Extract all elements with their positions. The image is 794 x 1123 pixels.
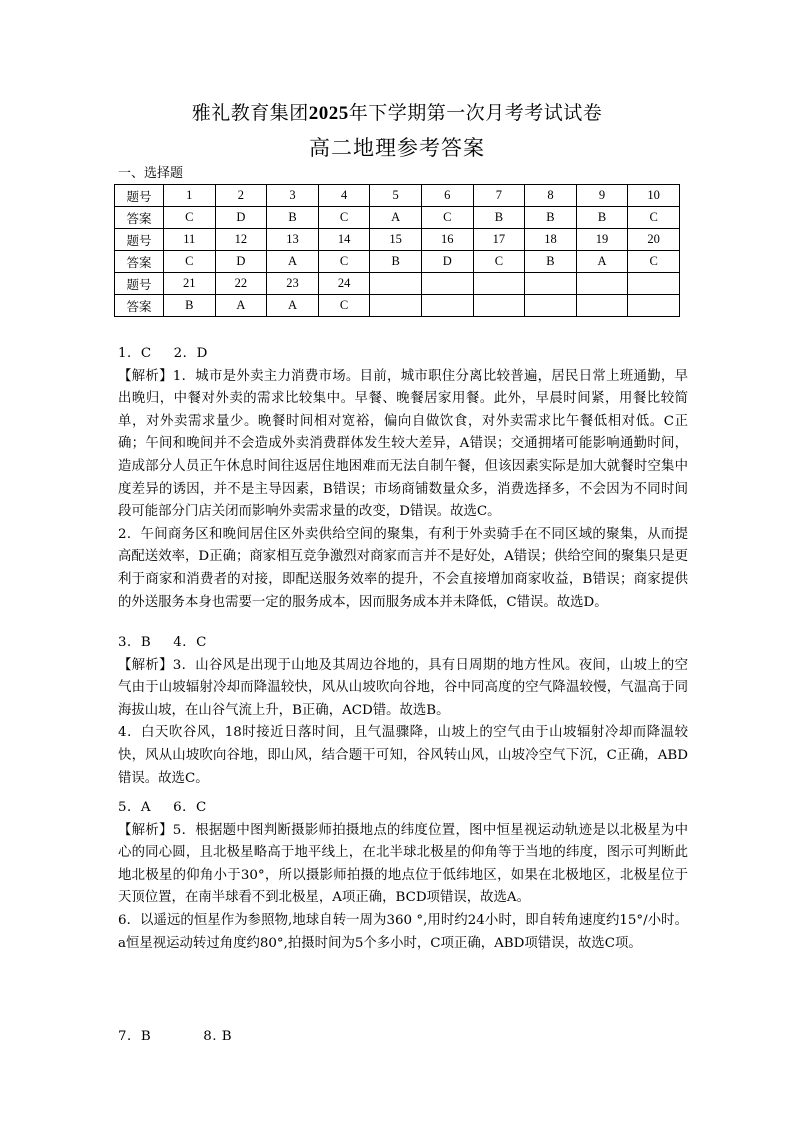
explanation-paragraph: 【解析】1．城市是外卖主力消费市场。目前，城市职住分离比较普遍，居民日常上班通勤，早出晚归，中餐对外卖的需求比较集中。早餐、晚餐居家用餐。此外，早晨时间紧，用餐比较简单，对外卖需求量少。晚餐时间相对宽裕，偏向自做饮食，对外卖需求比午餐低相对低。C正确；午间和晚间并不会造成外卖消费群体发生较大差异，A错误；交通拥堵可能影响通勤时间，造成部分人员正午休息时间往返居住地困难而无法自制午餐，但该因素实际是加大就餐时空集中度差异的诱因，并不是主导因素，B错误；市场商铺数量众多，消费选择多，不会因为不同时间段可能部分门店关闭而影响外卖需求量的改变，D错误。故选C。 — [118, 368, 688, 520]
table-cell: 3 — [267, 185, 319, 207]
table-cell: C — [164, 251, 216, 273]
explanation-block-2 — [118, 632, 688, 790]
table-cell: D — [215, 251, 267, 273]
table-cell: 20 — [628, 229, 680, 251]
table-cell: 9 — [576, 185, 628, 207]
table-cell: 13 — [267, 229, 319, 251]
table-cell: A — [267, 251, 319, 273]
table-cell: C — [318, 295, 370, 317]
table-cell — [628, 295, 680, 317]
table-cell: B — [267, 207, 319, 229]
table-cell: A — [370, 207, 422, 229]
table-cell: 7 — [473, 185, 525, 207]
row-label: 题号 — [115, 229, 164, 251]
table-cell: D — [421, 251, 473, 273]
explanation-block-4 — [118, 1026, 688, 1049]
table-cell: 18 — [525, 229, 577, 251]
table-cell: A — [267, 295, 319, 317]
table-cell: A — [215, 295, 267, 317]
table-cell: C — [318, 251, 370, 273]
table-cell — [473, 273, 525, 295]
page-subtitle: 高二地理参考答案 — [309, 136, 485, 160]
table-cell: 4 — [318, 185, 370, 207]
table-cell — [473, 295, 525, 317]
table-cell — [525, 295, 577, 317]
table-cell — [370, 295, 422, 317]
table-cell: C — [421, 207, 473, 229]
table-cell: 1 — [164, 185, 216, 207]
table-cell: 6 — [421, 185, 473, 207]
table-cell: B — [473, 207, 525, 229]
answer-line: 5．A 6．C — [118, 800, 207, 815]
table-cell: 2 — [215, 185, 267, 207]
table-cell — [370, 273, 422, 295]
explanation-paragraph: 6．以遥远的恒星作为参照物,地球自转一周为360 °,用时约24小时，即自转角速度约15°/小时。a恒星视运动转过角度约80°,拍摄时间为5个多小时，C项正确，ABD项错误，故选C项。 — [118, 912, 688, 951]
explanation-block-3 — [118, 797, 688, 955]
table-cell: C — [164, 207, 216, 229]
table-cell — [576, 273, 628, 295]
table-cell: 15 — [370, 229, 422, 251]
table-cell: A — [576, 251, 628, 273]
table-cell: B — [164, 295, 216, 317]
answer-line: 3．B 4．C — [118, 635, 207, 650]
table-cell: 21 — [164, 273, 216, 295]
table-cell — [576, 295, 628, 317]
answer-line: 1．C 2．D — [118, 346, 208, 361]
table-cell: B — [525, 251, 577, 273]
table-cell: 24 — [318, 273, 370, 295]
table-cell: 16 — [421, 229, 473, 251]
explanation-paragraph: 【解析】3．山谷风是出现于山地及其周边谷地的，具有日周期的地方性风。夜间，山坡上的空气由于山坡辐射冷却而降温较快，风从山坡吹向谷地，谷中同高度的空气降温较慢，气温高于同海拔山坡，在山谷气流上升，B正确，ACD错。故选B。 — [118, 657, 688, 718]
table-cell — [421, 273, 473, 295]
explanation-paragraph: 2．午间商务区和晚间居住区外卖供给空间的聚集，有利于外卖骑手在不同区域的聚集，从而提高配送效率，D正确；商家相互竞争激烈对商家而言并不是好处，A错误；供给空间的聚集只是更利于商家和消费者的对接，即配送服务效率的提升，不会直接增加商家收益，B错误；商家提供的外送服务本身也需要一定的服务成本，因而服务成本并未降低，C错误。故选D。 — [118, 526, 688, 610]
table-cell: B — [370, 251, 422, 273]
table-cell: 19 — [576, 229, 628, 251]
table-row — [115, 251, 680, 273]
table-cell: C — [628, 207, 680, 229]
table-cell: C — [473, 251, 525, 273]
row-label: 题号 — [115, 273, 164, 295]
row-label: 答案 — [115, 251, 164, 273]
explanation-block-1 — [118, 343, 688, 614]
explanation-paragraph: 【解析】5．根据题中图判断摄影师拍摄地点的纬度位置，图中恒星视运动轨迹是以北极星为中心的同心圆，且北极星略高于地平线上，在北半球北极星的仰角等于当地的纬度，图示可判断此地北极星的仰角小于30°，所以摄影师拍摄的地点位于低纬地区，如果在北极地区，北极星位于天顶位置，在南半球看不到北极星，A项正确，BCD项错误，故选A。 — [118, 822, 688, 906]
answer-line: 7．B 8. B — [118, 1029, 233, 1044]
table-cell — [525, 273, 577, 295]
table-cell: 12 — [215, 229, 267, 251]
table-cell: C — [318, 207, 370, 229]
table-cell: 17 — [473, 229, 525, 251]
explanation-paragraph: 4．白天吹谷风，18时接近日落时间，且气温骤降，山坡上的空气由于山坡辐射冷却而降温较快，风从山坡吹向谷地，即山风，结合题干可知，谷风转山风，山坡冷空气下沉，C正确，ABD错误。故选C。 — [118, 725, 688, 786]
table-cell: 10 — [628, 185, 680, 207]
answer-table — [114, 184, 680, 317]
table-row — [115, 295, 680, 317]
table-row — [115, 185, 680, 207]
table-row — [115, 207, 680, 229]
table-cell: C — [628, 251, 680, 273]
table-cell — [421, 295, 473, 317]
exam-title: 雅礼教育集团2025年下学期第一次月考考试试卷 — [191, 102, 603, 124]
table-cell: B — [576, 207, 628, 229]
table-row — [115, 229, 680, 251]
table-cell: 22 — [215, 273, 267, 295]
row-label: 答案 — [115, 295, 164, 317]
table-cell: D — [215, 207, 267, 229]
table-cell: 8 — [525, 185, 577, 207]
table-cell — [628, 273, 680, 295]
table-row — [115, 273, 680, 295]
section-heading: 一、选择题 — [118, 166, 184, 181]
row-label: 答案 — [115, 207, 164, 229]
table-cell: 14 — [318, 229, 370, 251]
table-cell: B — [525, 207, 577, 229]
table-cell: 11 — [164, 229, 216, 251]
table-cell: 5 — [370, 185, 422, 207]
table-cell: 23 — [267, 273, 319, 295]
row-label: 题号 — [115, 185, 164, 207]
